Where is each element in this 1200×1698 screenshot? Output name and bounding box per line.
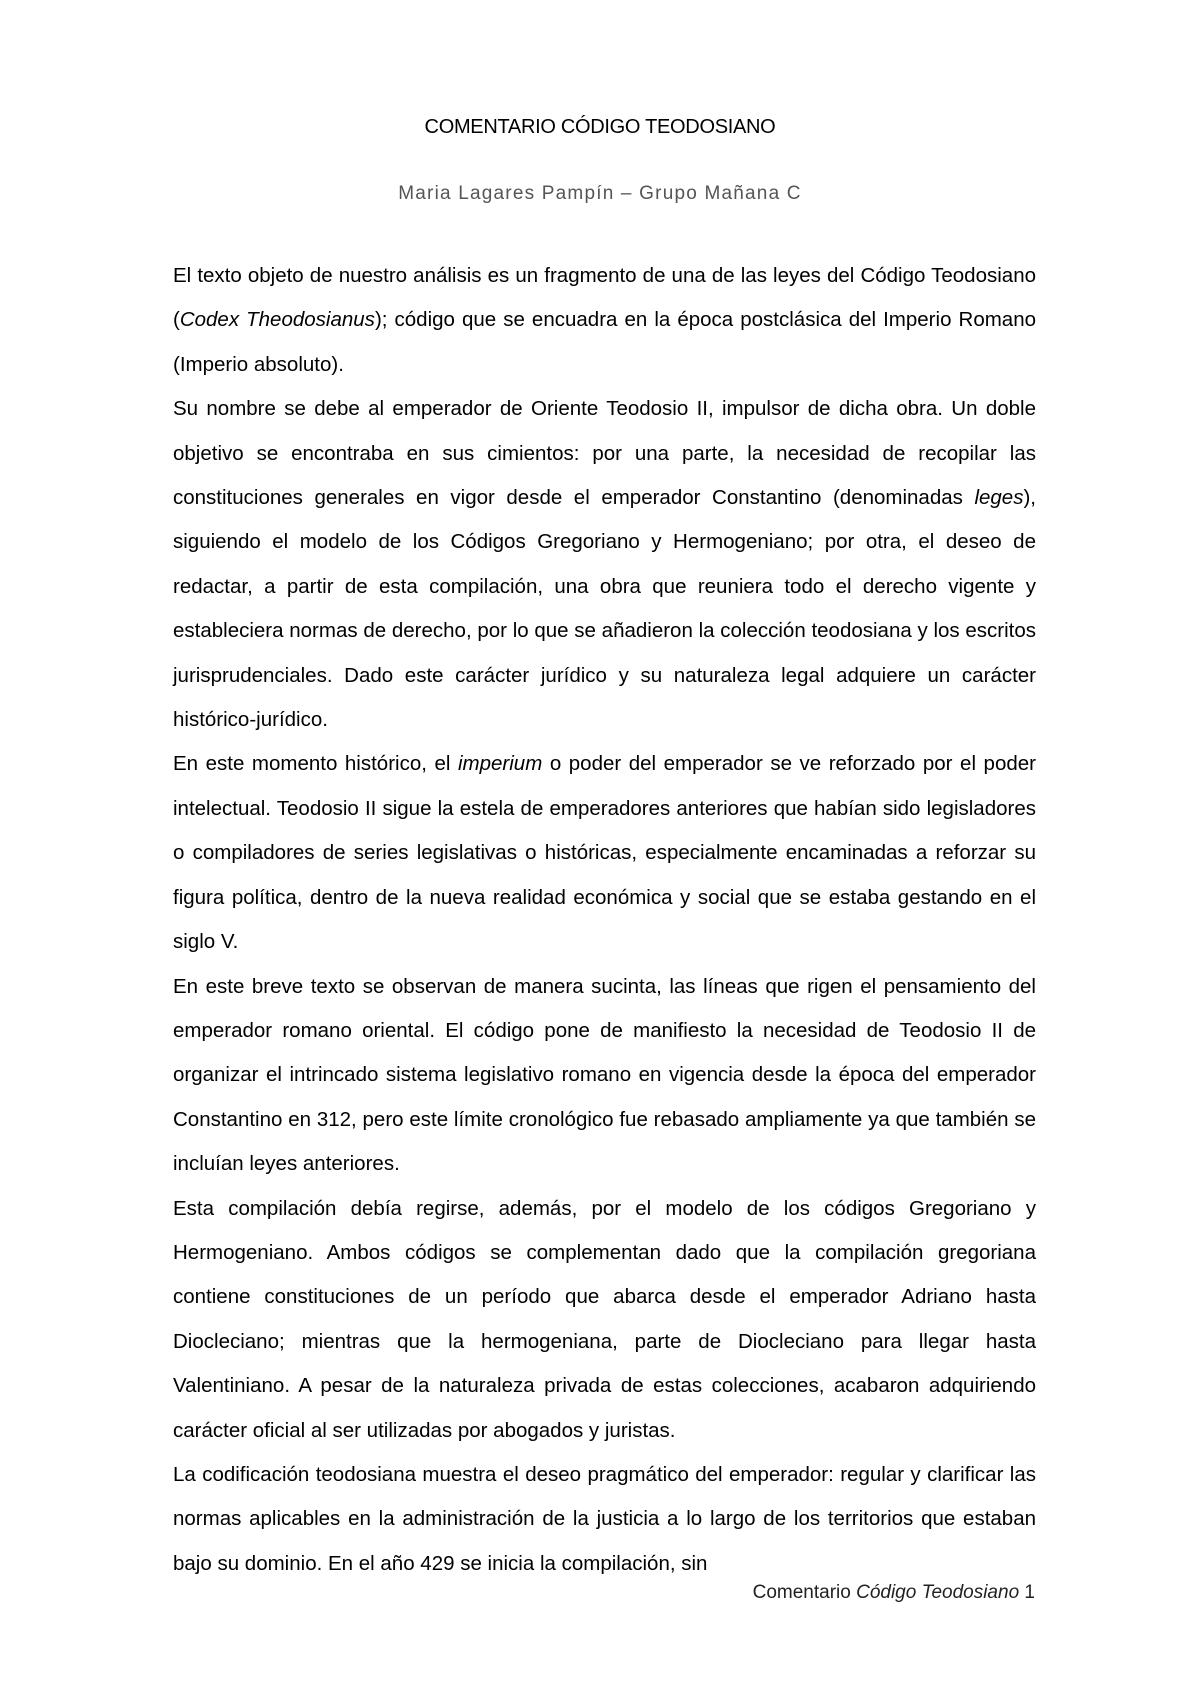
footer-title: Código Teodosiano xyxy=(856,1582,1020,1603)
paragraph-4 xyxy=(173,965,1036,1187)
document-body xyxy=(173,254,1036,1586)
paragraph-6 xyxy=(173,1453,1036,1586)
paragraph-text: Su nombre se debe al emperador de Oriente Teodosio II, impulsor de dicha obra. Un doble objetivo se encontraba en sus cimientos: por una parte, la necesidad de recopilar las constituciones generales en vigor desde el emperador Constantino (denominadas xyxy=(173,397,1036,510)
italic-term: leges xyxy=(974,486,1024,510)
paragraph-text: Esta compilación debía regirse, además, por el modelo de los códigos Gregoriano y Hermogeniano. Ambos códigos se complementan dado que la compilación gregoriana contiene constituciones de un período que abarca desde el emperador Adriano hasta Diocleciano; mientras que la hermogeniana, parte de Diocleciano para llegar hasta Valentiniano. A pesar de la naturaleza privada de estas colecciones, acabaron adquiriendo carácter oficial al ser utilizadas por abogados y juristas. xyxy=(173,1196,1036,1442)
paragraph-text: ), siguiendo el modelo de los Códigos Gregoriano y Hermogeniano; por otra, el deseo de redactar, a partir de esta compilación, una obra que reuniera todo el derecho vigente y estableciera normas de derecho, por lo que se añadieron la colección teodosiana y los escritos jurisprudenciales. Dado este carácter jurídico y su naturaleza legal adquiere un carácter histórico-jurídico. xyxy=(173,486,1036,732)
paragraph-2 xyxy=(173,387,1036,742)
document-title: COMENTARIO CÓDIGO TEODOSIANO xyxy=(424,116,776,138)
italic-term: imperium xyxy=(457,752,543,776)
page-number: 1 xyxy=(1019,1582,1035,1603)
paragraph-text: El texto objeto de nuestro análisis es un fragmento de una de las leyes del Código Teodosiano ( xyxy=(173,264,1036,332)
paragraph-3 xyxy=(173,742,1036,964)
page-footer xyxy=(753,1582,1035,1604)
paragraph-text: o poder del emperador se ve reforzado por el poder intelectual. Teodosio II sigue la estela de emperadores anteriores que habían sido legisladores o compiladores de series legislativas o históricas, especialmente encaminadas a reforzar su figura política, dentro de la nueva realidad económica y social que se estaba gestando en el siglo V. xyxy=(173,752,1036,954)
footer-prefix: Comentario xyxy=(752,1582,857,1603)
paragraph-text: En este breve texto se observan de manera sucinta, las líneas que rigen el pensamiento del emperador romano oriental. El código pone de manifiesto la necesidad de Teodosio II de organizar el intrincado sistema legislativo romano en vigencia desde la época del emperador Constantino en 312, pero este límite cronológico fue rebasado ampliamente ya que también se incluían leyes anteriores. xyxy=(173,974,1036,1176)
paragraph-1 xyxy=(173,254,1036,387)
paragraph-text: En este momento histórico, el xyxy=(173,752,458,776)
paragraph-text: ); código que se encuadra en la época postclásica del Imperio Romano (Imperio absoluto). xyxy=(173,308,1037,376)
author-line: Maria Lagares Pampín – Grupo Mañana C xyxy=(398,183,802,204)
paragraph-text: La codificación teodosiana muestra el deseo pragmático del emperador: regular y clarificar las normas aplicables en la administración de la justicia a lo largo de los territorios que estaban bajo su dominio. En el año 429 se inicia la compilación, sin xyxy=(173,1462,1036,1575)
paragraph-5 xyxy=(173,1187,1036,1453)
italic-term: Codex Theodosianus xyxy=(179,308,375,332)
